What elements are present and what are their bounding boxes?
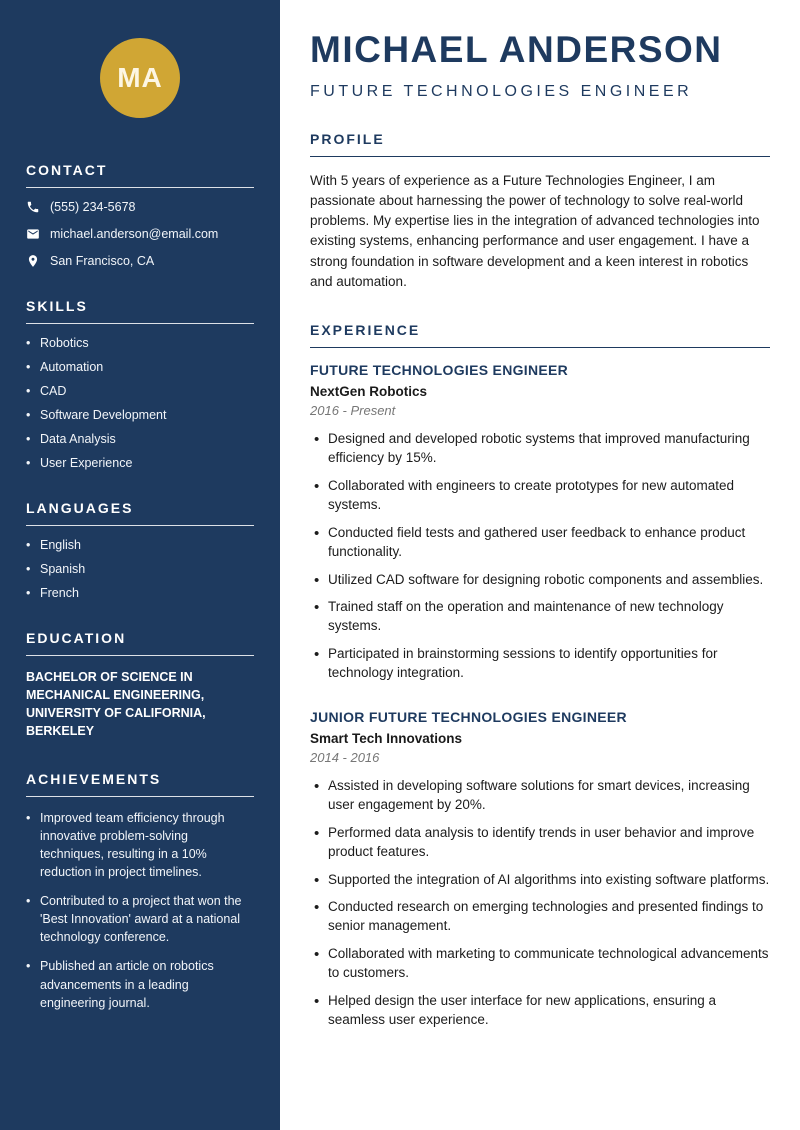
skills-section: [26, 298, 254, 470]
job-bullet-list: [310, 430, 770, 683]
job-bullet: • Helped design the user interface for new applications, ensuring a seamless user experience.: [310, 992, 770, 1030]
experience-heading: EXPERIENCE: [310, 322, 770, 348]
contact-item-location: [26, 254, 254, 268]
skill-item: • Data Analysis: [26, 432, 254, 446]
job-bullet: • Conducted research on emerging technologies and presented findings to senior management.: [310, 898, 770, 936]
email-icon: [26, 227, 40, 241]
job-title: FUTURE TECHNOLOGIES ENGINEER: [310, 362, 569, 379]
skill-item: • Automation: [26, 360, 254, 374]
language-item: • French: [26, 586, 254, 600]
job-bullet-list: [310, 777, 770, 1030]
job-bullet: • Conducted field tests and gathered user feedback to enhance product functionality.: [310, 524, 770, 562]
contact-heading: CONTACT: [26, 162, 254, 188]
candidate-name: MICHAEL ANDERSON: [310, 29, 723, 70]
job-bullet: • Utilized CAD software for designing robotic components and assemblies.: [310, 571, 770, 590]
contact-list: [26, 200, 254, 268]
experience-section: [310, 322, 770, 1030]
job-entry-2: [310, 709, 770, 1030]
avatar: [100, 38, 180, 118]
languages-section: [26, 500, 254, 600]
contact-email-text: michael.anderson@email.com: [50, 227, 219, 241]
contact-item-email: [26, 227, 254, 241]
location-icon: [26, 254, 40, 268]
job-bullet: • Supported the integration of AI algorithms into existing software platforms.: [310, 871, 770, 890]
main-content: [280, 0, 800, 1130]
contact-section: [26, 162, 254, 268]
job-bullet: • Participated in brainstorming sessions to identify opportunities for technology integration.: [310, 645, 770, 683]
contact-item-phone: [26, 200, 254, 214]
achievements-list: [26, 809, 254, 1012]
sidebar: [0, 0, 280, 1130]
job-bullet: • Designed and developed robotic systems that improved manufacturing efficiency by 15%.: [310, 430, 770, 468]
skills-list: [26, 336, 254, 470]
job-bullet: • Collaborated with marketing to communicate technological advancements to customers.: [310, 945, 770, 983]
education-heading: EDUCATION: [26, 630, 254, 656]
job-bullet: • Performed data analysis to identify trends in user behavior and improve product features.: [310, 824, 770, 862]
skill-item: • CAD: [26, 384, 254, 398]
achievement-item: • Contributed to a project that won the 'Best Innovation' award at a national technology conference.: [26, 892, 254, 946]
contact-location-text: San Francisco, CA: [50, 254, 155, 268]
candidate-headline: FUTURE TECHNOLOGIES ENGINEER: [310, 82, 693, 100]
avatar-initials: MA: [117, 62, 163, 93]
profile-section: [310, 131, 770, 293]
achievements-heading: ACHIEVEMENTS: [26, 771, 254, 797]
contact-phone-text: (555) 234-5678: [50, 200, 136, 214]
job-dates: 2014 - 2016: [310, 749, 380, 765]
languages-list: [26, 538, 254, 600]
achievement-item: • Improved team efficiency through innovative problem-solving techniques, resulting in a 10% reduction in project timelines.: [26, 809, 254, 882]
job-dates: 2016 - Present: [310, 403, 396, 419]
job-company: Smart Tech Innovations: [310, 730, 463, 746]
job-title: JUNIOR FUTURE TECHNOLOGIES ENGINEER: [310, 708, 627, 725]
education-section: [26, 630, 254, 741]
achievements-section: [26, 771, 254, 1012]
languages-heading: LANGUAGES: [26, 500, 254, 526]
achievement-item: • Published an article on robotics advancements in a leading engineering journal.: [26, 957, 254, 1011]
job-company: NextGen Robotics: [310, 384, 428, 400]
skill-item: • User Experience: [26, 456, 254, 470]
skill-item: • Robotics: [26, 336, 254, 350]
language-item: • Spanish: [26, 562, 254, 576]
profile-text: With 5 years of experience as a Future Technologies Engineer, I am passionate about harnessing the power of technology to solve real-world problems. My expertise lies in the integration of advanced technologies into existing systems, enhancing performance and user engagement. I have a strong foundation in software development and a keen interest in robotics and automation.: [310, 172, 760, 289]
education-degree: BACHELOR OF SCIENCE IN MECHANICAL ENGINEERING, UNIVERSITY OF CALIFORNIA, BERKELEY: [26, 670, 206, 739]
job-entry-1: [310, 362, 770, 683]
job-bullet: • Trained staff on the operation and maintenance of new technology systems.: [310, 598, 770, 636]
profile-heading: PROFILE: [310, 131, 770, 157]
phone-icon: [26, 200, 40, 214]
job-bullet: • Assisted in developing software solutions for smart devices, increasing user engagement by 20%.: [310, 777, 770, 815]
skill-item: • Software Development: [26, 408, 254, 422]
skills-heading: SKILLS: [26, 298, 254, 324]
job-bullet: • Collaborated with engineers to create prototypes for new automated systems.: [310, 477, 770, 515]
language-item: • English: [26, 538, 254, 552]
